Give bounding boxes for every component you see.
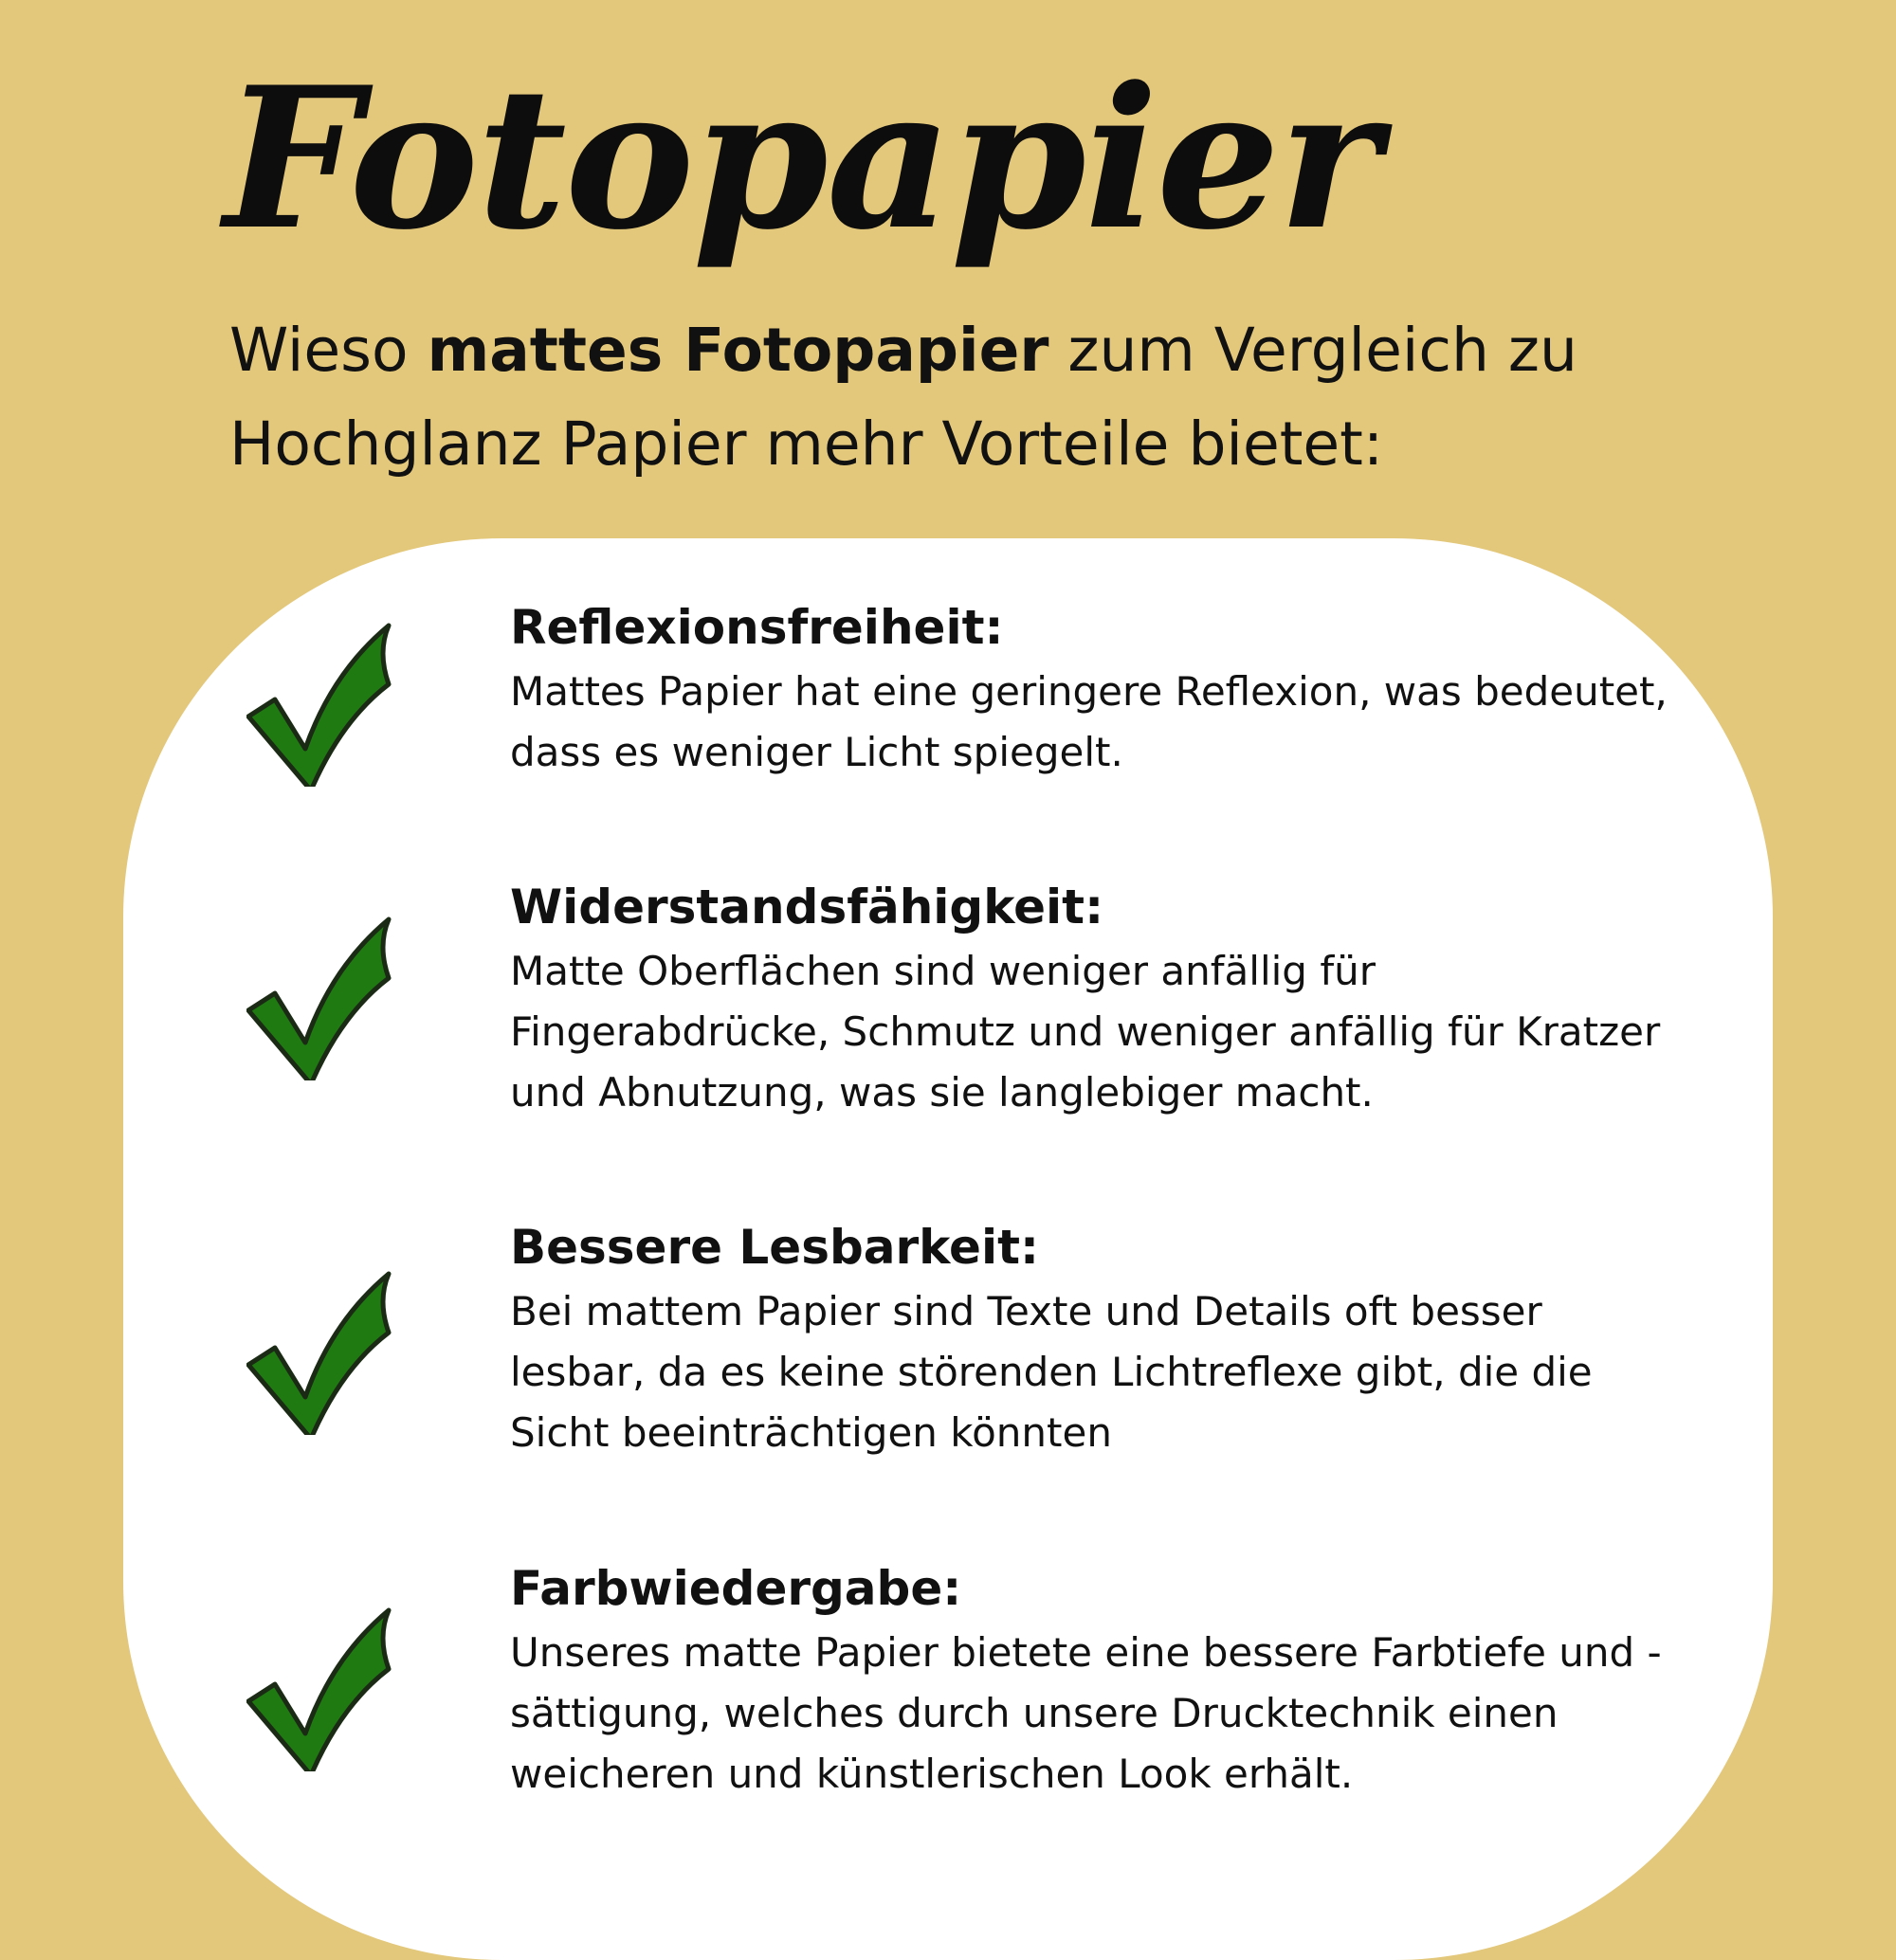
checkmark-icon [246, 1601, 398, 1771]
benefit-description: Unseres matte Papier bietete eine bessere Farbtiefe und -sättigung, welches durch unsere Drucktechnik einen weicheren und künstlerischen Look erhält. [510, 1629, 1662, 1797]
benefit-description: Matte Oberflächen sind weniger anfällig für Fingerabdrücke, Schmutz und weniger anfällig für Kratzer und Abnutzung, was sie langlebiger macht. [510, 948, 1661, 1116]
benefit-title: Bessere Lesbarkeit: [510, 1220, 1040, 1275]
benefit-title: Reflexionsfreiheit: [510, 600, 1004, 655]
checkmark-icon [246, 910, 398, 1080]
page-title: Fotopapier [224, 45, 1379, 273]
benefit-title: Farbwiedergabe: [510, 1561, 962, 1616]
subtitle-emphasis: mattes Fotopapier [427, 316, 1049, 385]
checkmark-icon [246, 616, 398, 787]
checkmark-icon [246, 1264, 398, 1435]
benefits-card [123, 538, 1773, 1960]
subtitle-prefix: Wieso [229, 316, 428, 385]
benefit-description: Mattes Papier hat eine geringere Reflexion, was bedeutet, dass es weniger Licht spiegelt. [510, 668, 1668, 775]
subtitle-suffix: zum Vergleich zu Hochglanz Papier mehr Vorteile bietet: [229, 316, 1577, 479]
subtitle [229, 303, 1746, 491]
benefit-title: Widerstandsfähigkeit: [510, 880, 1104, 935]
benefit-description: Bei mattem Papier sind Texte und Details oft besser lesbar, da es keine störenden Lichtreflexe gibt, die die Sicht beeinträchtigen könnten [510, 1288, 1593, 1456]
